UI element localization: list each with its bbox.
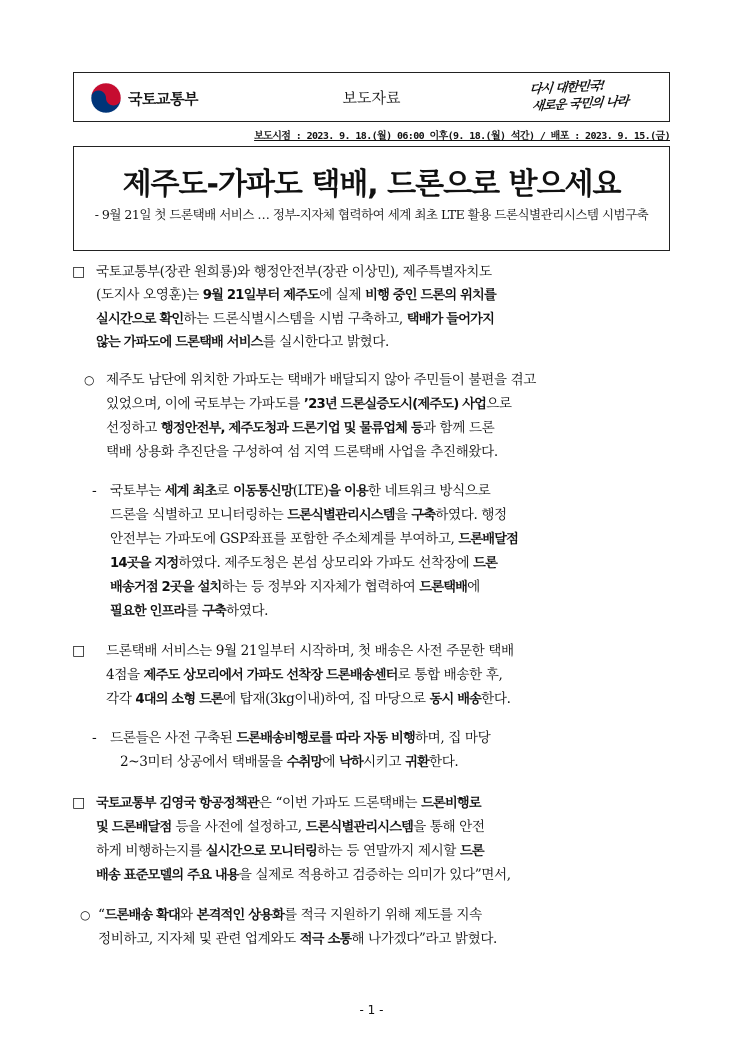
text-line: 배송 표준모델의 주요 내용을 실제로 적용하고 검증하는 의미가 있다”면서, [96, 867, 511, 883]
embargo-text: 보도시점 : 2023. 9. 18.(월) 06:00 이후(9. 18.(월) 석간) / 배포 : 2023. 9. 15.(금) [254, 131, 670, 142]
text-line: 드론택배 서비스는 9월 21일부터 시작하며, 첫 배송은 사전 주문한 택배 [106, 643, 514, 659]
square-bullet-icon: □ [72, 264, 86, 280]
text-line: 선정하고 행정안전부, 제주도청과 드론기업 및 물류업체 등과 함께 드론 [106, 420, 495, 436]
text-line: 안전부는 가파도에 GSP좌표를 포함한 주소체계를 부여하고, 드론배달점 [110, 531, 519, 547]
square-bullet-icon: □ [72, 643, 86, 659]
text-line: 각각 4대의 소형 드론에 탑재(3kg이내)하여, 집 마당으로 동시 배송한다. [106, 691, 511, 707]
text-line: 국토교통부(장관 원희룡)와 행정안전부(장관 이상민), 제주특별자치도 [96, 264, 492, 280]
text-line: 있었으며, 이에 국토부는 가파도를 ’23년 드론실증도시(제주도) 사업으로 [106, 396, 512, 412]
ministry-name: 국토교통부 [128, 90, 198, 108]
text-line: 필요한 인프라를 구축하였다. [110, 603, 269, 619]
dash-bullet-icon: - [92, 483, 97, 499]
text-line: 정비하고, 지자체 및 관련 업계와도 적극 소통해 나가겠다”라고 밝혔다. [98, 931, 497, 947]
text-line: 택배 상용화 추진단을 구성하여 섬 지역 드론택배 사업을 추진해왔다. [106, 444, 498, 460]
slogan-line-1: 다시 대한민국! [528, 77, 606, 97]
dash-bullet-icon: - [92, 730, 97, 746]
subtitle [74, 205, 669, 224]
slogan-line-2: 새로운 국민의 나라 [531, 93, 629, 114]
text-line: “드론배송 확대와 본격적인 상용화를 적극 지원하기 위해 제도를 지속 [98, 907, 482, 923]
subtitle-line-2: 드론식별관리시스템 시범구축 [494, 207, 649, 222]
text-line: 국토부는 세계 최초로 이동통신망(LTE)을 이용한 네트워크 방식으로 [110, 483, 491, 499]
page-title: 제주도-가파도 택배, 드론으로 받으세요 [122, 167, 621, 202]
text-line: (도지사 오영훈)는 9월 21일부터 제주도에 실제 비행 중인 드론의 위치를 [96, 287, 496, 303]
circle-bullet-icon: ○ [80, 908, 91, 922]
subtitle-line-1: - 9월 21일 첫 드론택배 서비스 … 정부-지자체 협력하여 세계 최초 LTE 활용 [94, 207, 491, 222]
text-line: 2~3미터 상공에서 택배물을 수취망에 낙하시키고 귀환한다. [120, 754, 459, 770]
text-line: 하게 비행하는지를 실시간으로 모니터링하는 등 연말까지 제시할 드론 [96, 843, 484, 859]
text-line: 실시간으로 확인하는 드론식별시스템을 시범 구축하고, 택배가 들어가지 [96, 311, 495, 327]
title-box [73, 146, 670, 251]
text-line: 및 드론배달점 등을 사전에 설정하고, 드론식별관리시스템을 통해 안전 [96, 819, 485, 835]
text-line: 드론을 식별하고 모니터링하는 드론식별관리시스템을 구축하였다. 행정 [110, 507, 507, 523]
text-line: 14곳을 지정하였다. 제주도청은 본섬 상모리와 가파도 선착장에 드론 [110, 555, 498, 571]
header-box [73, 72, 670, 122]
text-line: 제주도 남단에 위치한 가파도는 택배가 배달되지 않아 주민들이 불편을 겪고 [106, 372, 536, 388]
text-line: 4점을 제주도 상모리에서 가파도 선착장 드론배송센터로 통합 배송한 후, [106, 667, 503, 683]
square-bullet-icon: □ [72, 795, 86, 811]
slogan [527, 74, 661, 121]
page-number: - 1 - [359, 1003, 384, 1017]
text-line: 않는 가파도에 드론택배 서비스를 실시한다고 밝혔다. [96, 334, 389, 350]
text-line: 드론들은 사전 구축된 드론배송비행로를 따라 자동 비행하며, 집 마당 [110, 730, 491, 746]
circle-bullet-icon: ○ [84, 373, 95, 387]
press-release-label: 보도자료 [342, 89, 401, 107]
text-line: 국토교통부 김영국 항공정책관은 “이번 가파도 드론택배는 드론비행로 [96, 795, 481, 811]
text-line: 배송거점 2곳을 설치하는 등 정부와 지자체가 협력하여 드론택배에 [110, 579, 480, 595]
embargo-line [73, 127, 670, 145]
